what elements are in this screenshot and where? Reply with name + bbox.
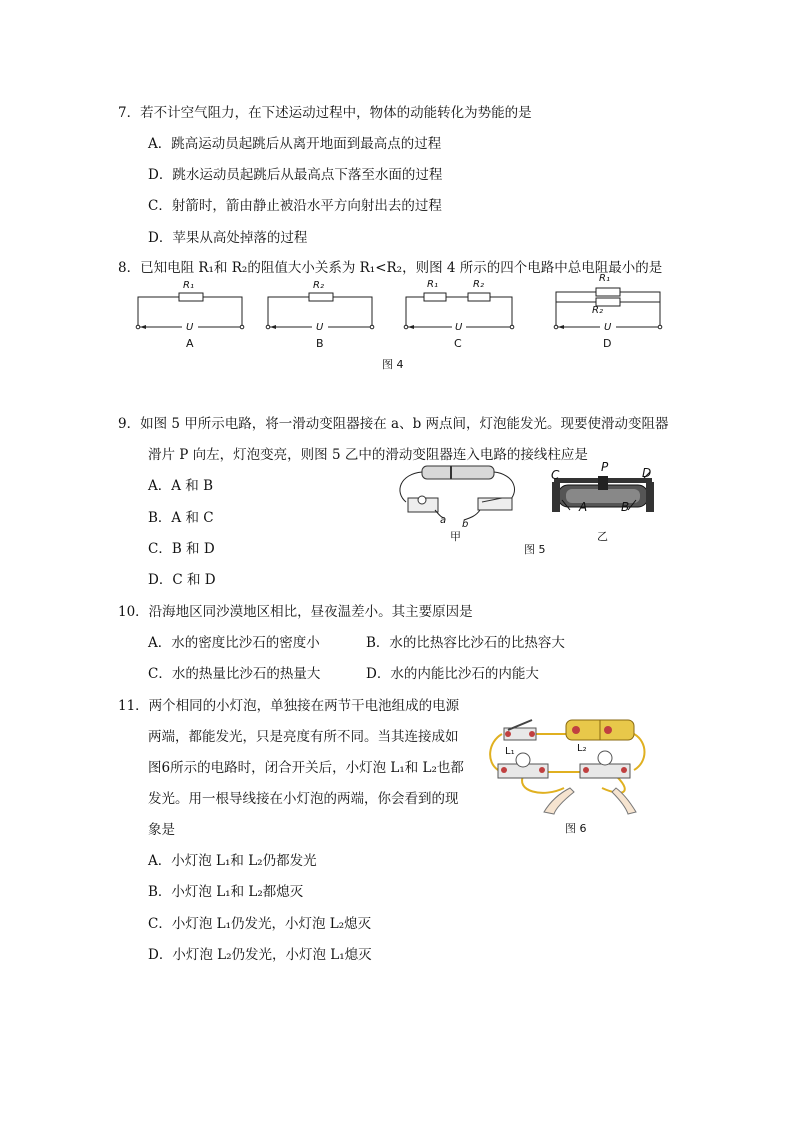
q11-option-c: C．小灯泡 L₁仍发光，小灯泡 L₂熄灭 [148, 916, 372, 932]
q11-stem-line2: 两端，都能发光，只是亮度有所不同。当其连接成如 [148, 729, 459, 745]
q11-option-a: A．小灯泡 L₁和 L₂仍都发光 [148, 853, 317, 869]
q9-option-c: C．B 和 D [148, 541, 215, 557]
circuit-a-r1-label: R₁ [183, 280, 194, 291]
q10-stem: 10．沿海地区同沙漠地区相比，昼夜温差小。其主要原因是 [118, 604, 473, 620]
circuit-c-u-label: U [455, 322, 463, 333]
q7-option-c: C．射箭时，箭由静止被沿水平方向射出去的过程 [148, 198, 442, 214]
q11-stem-line1: 11．两个相同的小灯泡，单独接在两节干电池组成的电源 [118, 698, 460, 714]
figure-5-label-jia: 甲 [450, 530, 461, 543]
figure-5-caption: 图 5 [524, 543, 546, 556]
figure-6-label-l2: L₂ [577, 743, 587, 754]
circuit-b-letter: B [316, 337, 324, 350]
circuit-d-r1-label: R₁ [599, 273, 610, 284]
circuit-a-letter: A [186, 337, 194, 350]
q9-stem-line1: 9．如图 5 甲所示电路，将一滑动变阻器接在 a、b 两点间，灯泡能发光。现要使滑动变阻器 [118, 416, 669, 432]
figure-5-label-a: a [440, 515, 447, 526]
q7-option-b: D．跳水运动员起跳后从最高点下落至水面的过程 [148, 167, 443, 183]
figure-6-label-l1: L₁ [505, 746, 515, 757]
circuit-d-letter: D [603, 337, 612, 350]
q11-option-d: D．小灯泡 L₂仍发光，小灯泡 L₁熄灭 [148, 947, 372, 963]
figure-6-circuit [484, 712, 654, 814]
figure-5-jia-circuit [390, 462, 525, 524]
q10-option-d: D．水的内能比沙石的内能大 [366, 666, 539, 682]
figure-5-label-D: D [642, 466, 652, 480]
figure-5-label-b: b [462, 519, 469, 530]
q9-option-b: B．A 和 C [148, 510, 214, 526]
figure-4-caption: 图 4 [382, 358, 404, 371]
circuit-d-u-label: U [604, 322, 612, 333]
figure-5-label-P: P [601, 460, 609, 474]
q11-stem-line5: 象是 [148, 822, 175, 838]
circuit-c-letter: C [454, 337, 462, 350]
circuit-b-u-label: U [316, 322, 324, 333]
q7-option-d: D．苹果从高处掉落的过程 [148, 230, 308, 246]
q11-stem-line4: 发光。用一根导线接在小灯泡的两端，你会看到的现 [148, 791, 459, 807]
q10-option-a: A．水的密度比沙石的密度小 [148, 635, 320, 651]
q10-option-c: C．水的热量比沙石的热量大 [148, 666, 321, 682]
circuit-d-r2-label: R₂ [592, 305, 603, 316]
figure-6-caption: 图 6 [565, 822, 587, 835]
q11-stem-line3: 图6所示的电路时，闭合开关后，小灯泡 L₁和 L₂也都 [148, 760, 464, 776]
q11-option-b: B．小灯泡 L₁和 L₂都熄灭 [148, 884, 304, 900]
figure-5-label-C: C [551, 468, 560, 482]
q7-option-a: A．跳高运动员起跳后从离开地面到最高点的过程 [148, 136, 442, 152]
figure-5-label-B: B [621, 500, 630, 514]
figure-5-label-A: A [579, 500, 588, 514]
q9-option-d: D．C 和 D [148, 572, 216, 588]
circuit-a-u-label: U [186, 322, 194, 333]
circuit-b-r2-label: R₂ [313, 280, 324, 291]
q7-stem: 7．若不计空气阻力，在下述运动过程中，物体的动能转化为势能的是 [118, 105, 532, 121]
q9-option-a: A．A 和 B [148, 478, 214, 494]
figure-5-label-yi: 乙 [597, 530, 608, 543]
circuit-c-r2-label: R₂ [473, 279, 484, 290]
q10-option-b: B．水的比热容比沙石的比热容大 [366, 635, 565, 651]
q8-stem: 8．已知电阻 R₁和 R₂的阻值大小关系为 R₁<R₂，则图 4 所示的四个电路中总电阻最小的是 [118, 260, 663, 276]
circuit-c-r1-label: R₁ [427, 279, 438, 290]
q9-stem-line2: 滑片 P 向左，灯泡变亮，则图 5 乙中的滑动变阻器连入电路的接线柱应是 [148, 447, 588, 463]
